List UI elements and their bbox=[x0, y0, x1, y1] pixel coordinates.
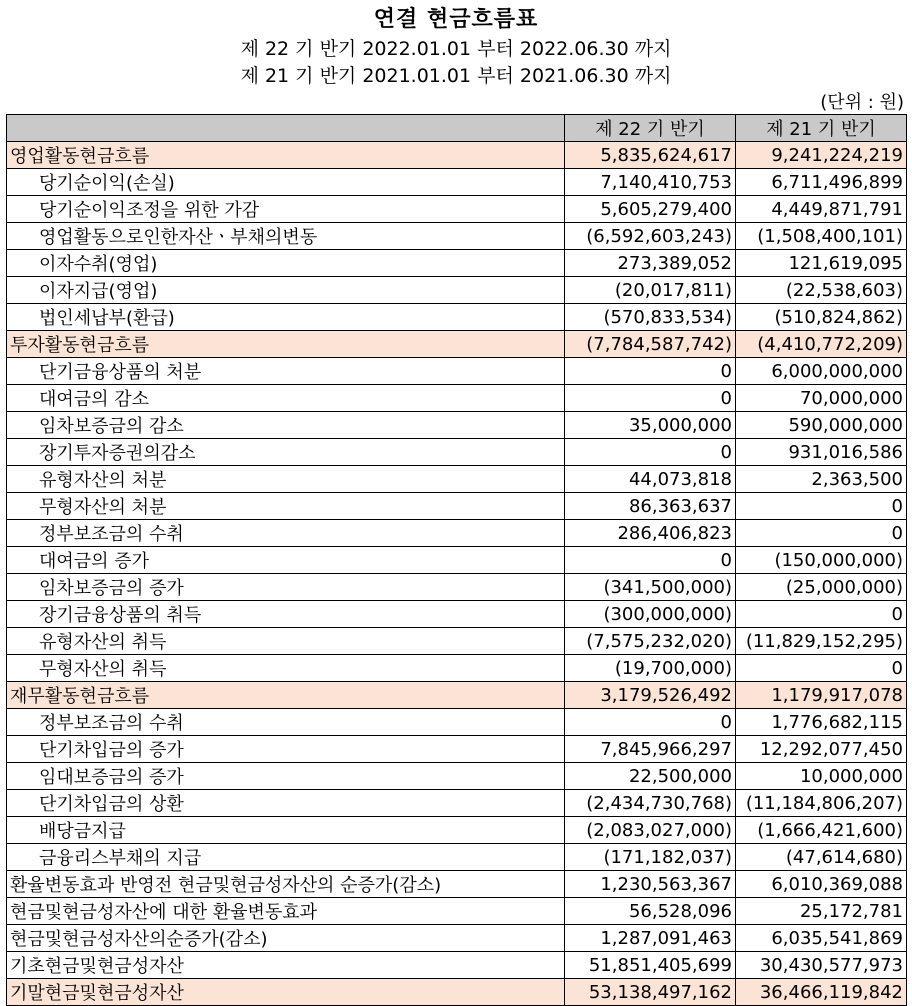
prior-period-value: (510,824,862) bbox=[736, 304, 907, 331]
row-label: 배당금지급 bbox=[7, 817, 565, 844]
row-label: 재무활동현금흐름 bbox=[7, 682, 565, 709]
current-period-value: 286,406,823 bbox=[565, 520, 736, 547]
current-period-value: 22,500,000 bbox=[565, 763, 736, 790]
current-period-value: 51,851,405,699 bbox=[565, 952, 736, 979]
row-label: 장기금융상품의 취득 bbox=[7, 601, 565, 628]
current-period-value: (7,784,587,742) bbox=[565, 331, 736, 358]
prior-period-value: 0 bbox=[736, 601, 907, 628]
table-row bbox=[7, 196, 907, 223]
prior-period-value: 931,016,586 bbox=[736, 439, 907, 466]
row-label: 영업활동으로인한자산ㆍ부채의변동 bbox=[7, 223, 565, 250]
row-label: 금융리스부채의 지급 bbox=[7, 844, 565, 871]
current-period-value: 0 bbox=[565, 358, 736, 385]
prior-period-value: 6,000,000,000 bbox=[736, 358, 907, 385]
prior-period-value: (4,410,772,209) bbox=[736, 331, 907, 358]
current-period-value: 7,845,966,297 bbox=[565, 736, 736, 763]
table-row bbox=[7, 277, 907, 304]
period-prior: 제 21 기 반기 2021.01.01 부터 2021.06.30 까지 bbox=[240, 65, 672, 87]
prior-period-value: (150,000,000) bbox=[736, 547, 907, 574]
current-period-value: 273,389,052 bbox=[565, 250, 736, 277]
prior-period-value: 1,179,917,078 bbox=[736, 682, 907, 709]
table-row bbox=[7, 682, 907, 709]
prior-period-value: (47,614,680) bbox=[736, 844, 907, 871]
prior-period-value: 12,292,077,450 bbox=[736, 736, 907, 763]
current-period-value: 1,287,091,463 bbox=[565, 925, 736, 952]
table-row bbox=[7, 142, 907, 169]
current-period-value: 35,000,000 bbox=[565, 412, 736, 439]
table-row bbox=[7, 466, 907, 493]
current-period-value: (7,575,232,020) bbox=[565, 628, 736, 655]
current-period-value: (341,500,000) bbox=[565, 574, 736, 601]
current-period-value: 0 bbox=[565, 709, 736, 736]
prior-period-value: 0 bbox=[736, 493, 907, 520]
current-period-value: 0 bbox=[565, 385, 736, 412]
prior-period-value: 0 bbox=[736, 520, 907, 547]
table-row bbox=[7, 385, 907, 412]
row-label: 현금및현금성자산의순증가(감소) bbox=[7, 925, 565, 952]
current-period-value: 44,073,818 bbox=[565, 466, 736, 493]
table-row bbox=[7, 628, 907, 655]
row-label: 환율변동효과 반영전 현금및현금성자산의 순증가(감소) bbox=[7, 871, 565, 898]
row-label: 단기차입금의 상환 bbox=[7, 790, 565, 817]
prior-period-value: (11,829,152,295) bbox=[736, 628, 907, 655]
row-label: 무형자산의 처분 bbox=[7, 493, 565, 520]
table-row bbox=[7, 331, 907, 358]
table-row bbox=[7, 979, 907, 1006]
prior-period-value: (11,184,806,207) bbox=[736, 790, 907, 817]
table-body bbox=[7, 142, 907, 1006]
row-label: 대여금의 감소 bbox=[7, 385, 565, 412]
row-label: 유형자산의 취득 bbox=[7, 628, 565, 655]
table-row bbox=[7, 169, 907, 196]
row-label: 기초현금및현금성자산 bbox=[7, 952, 565, 979]
current-period-value: 7,140,410,753 bbox=[565, 169, 736, 196]
row-label: 대여금의 증가 bbox=[7, 547, 565, 574]
table-row bbox=[7, 412, 907, 439]
statement-title: 연결 현금흐름표 bbox=[373, 7, 539, 32]
row-label: 단기차입금의 증가 bbox=[7, 736, 565, 763]
prior-period-value: 6,711,496,899 bbox=[736, 169, 907, 196]
current-period-value: 56,528,096 bbox=[565, 898, 736, 925]
row-label: 무형자산의 취득 bbox=[7, 655, 565, 682]
table-row bbox=[7, 493, 907, 520]
row-label: 임차보증금의 증가 bbox=[7, 574, 565, 601]
prior-period-value: 36,466,119,842 bbox=[736, 979, 907, 1006]
current-period-value: 1,230,563,367 bbox=[565, 871, 736, 898]
row-label: 투자활동현금흐름 bbox=[7, 331, 565, 358]
prior-period-value: 6,010,369,088 bbox=[736, 871, 907, 898]
prior-period-value: 121,619,095 bbox=[736, 250, 907, 277]
table-row bbox=[7, 601, 907, 628]
prior-period-value: 4,449,871,791 bbox=[736, 196, 907, 223]
current-period-value: 3,179,526,492 bbox=[565, 682, 736, 709]
table-row bbox=[7, 871, 907, 898]
current-period-value: 0 bbox=[565, 547, 736, 574]
current-period-value: (20,017,811) bbox=[565, 277, 736, 304]
table-row bbox=[7, 304, 907, 331]
current-period-value: (570,833,534) bbox=[565, 304, 736, 331]
row-label: 장기투자증권의감소 bbox=[7, 439, 565, 466]
period-current: 제 22 기 반기 2022.01.01 부터 2022.06.30 까지 bbox=[240, 38, 672, 60]
header-prior-period: 제 21 기 반기 bbox=[736, 115, 907, 142]
table-row bbox=[7, 655, 907, 682]
row-label: 기말현금및현금성자산 bbox=[7, 979, 565, 1006]
current-period-value: 53,138,497,162 bbox=[565, 979, 736, 1006]
row-label: 영업활동현금흐름 bbox=[7, 142, 565, 169]
prior-period-value: 2,363,500 bbox=[736, 466, 907, 493]
header-current-period: 제 22 기 반기 bbox=[565, 115, 736, 142]
current-period-value: (2,083,027,000) bbox=[565, 817, 736, 844]
table-row bbox=[7, 358, 907, 385]
current-period-value: 0 bbox=[565, 439, 736, 466]
row-label: 이자수취(영업) bbox=[7, 250, 565, 277]
row-label: 현금및현금성자산에 대한 환율변동효과 bbox=[7, 898, 565, 925]
prior-period-value: 6,035,541,869 bbox=[736, 925, 907, 952]
prior-period-value: 25,172,781 bbox=[736, 898, 907, 925]
current-period-value: (300,000,000) bbox=[565, 601, 736, 628]
prior-period-value: (22,538,603) bbox=[736, 277, 907, 304]
current-period-value: (6,592,603,243) bbox=[565, 223, 736, 250]
current-period-value: 5,835,624,617 bbox=[565, 142, 736, 169]
table-row bbox=[7, 520, 907, 547]
prior-period-value: 70,000,000 bbox=[736, 385, 907, 412]
row-label: 이자지급(영업) bbox=[7, 277, 565, 304]
row-label: 임대보증금의 증가 bbox=[7, 763, 565, 790]
table-row bbox=[7, 709, 907, 736]
current-period-value: 5,605,279,400 bbox=[565, 196, 736, 223]
table-row bbox=[7, 736, 907, 763]
table-row bbox=[7, 925, 907, 952]
prior-period-value: (25,000,000) bbox=[736, 574, 907, 601]
cash-flow-table bbox=[6, 114, 907, 1006]
table-row bbox=[7, 790, 907, 817]
table-row bbox=[7, 952, 907, 979]
prior-period-value: 10,000,000 bbox=[736, 763, 907, 790]
row-label: 당기순이익(손실) bbox=[7, 169, 565, 196]
current-period-value: 86,363,637 bbox=[565, 493, 736, 520]
table-row bbox=[7, 223, 907, 250]
current-period-value: (171,182,037) bbox=[565, 844, 736, 871]
table-row bbox=[7, 844, 907, 871]
row-label: 유형자산의 처분 bbox=[7, 466, 565, 493]
prior-period-value: (1,666,421,600) bbox=[736, 817, 907, 844]
unit-label: (단위 : 원) bbox=[820, 92, 904, 113]
table-row bbox=[7, 817, 907, 844]
table-row bbox=[7, 898, 907, 925]
row-label: 정부보조금의 수취 bbox=[7, 709, 565, 736]
prior-period-value: 0 bbox=[736, 655, 907, 682]
prior-period-value: 1,776,682,115 bbox=[736, 709, 907, 736]
table-row bbox=[7, 439, 907, 466]
header-label-cell bbox=[7, 115, 565, 142]
table-row bbox=[7, 250, 907, 277]
prior-period-value: 30,430,577,973 bbox=[736, 952, 907, 979]
current-period-value: (2,434,730,768) bbox=[565, 790, 736, 817]
row-label: 당기순이익조정을 위한 가감 bbox=[7, 196, 565, 223]
row-label: 임차보증금의 감소 bbox=[7, 412, 565, 439]
table-row bbox=[7, 547, 907, 574]
row-label: 법인세납부(환급) bbox=[7, 304, 565, 331]
current-period-value: (19,700,000) bbox=[565, 655, 736, 682]
header-row bbox=[7, 115, 907, 142]
prior-period-value: 590,000,000 bbox=[736, 412, 907, 439]
prior-period-value: 9,241,224,219 bbox=[736, 142, 907, 169]
prior-period-value: (1,508,400,101) bbox=[736, 223, 907, 250]
row-label: 단기금융상품의 처분 bbox=[7, 358, 565, 385]
row-label: 정부보조금의 수취 bbox=[7, 520, 565, 547]
table-row bbox=[7, 574, 907, 601]
table-row bbox=[7, 763, 907, 790]
